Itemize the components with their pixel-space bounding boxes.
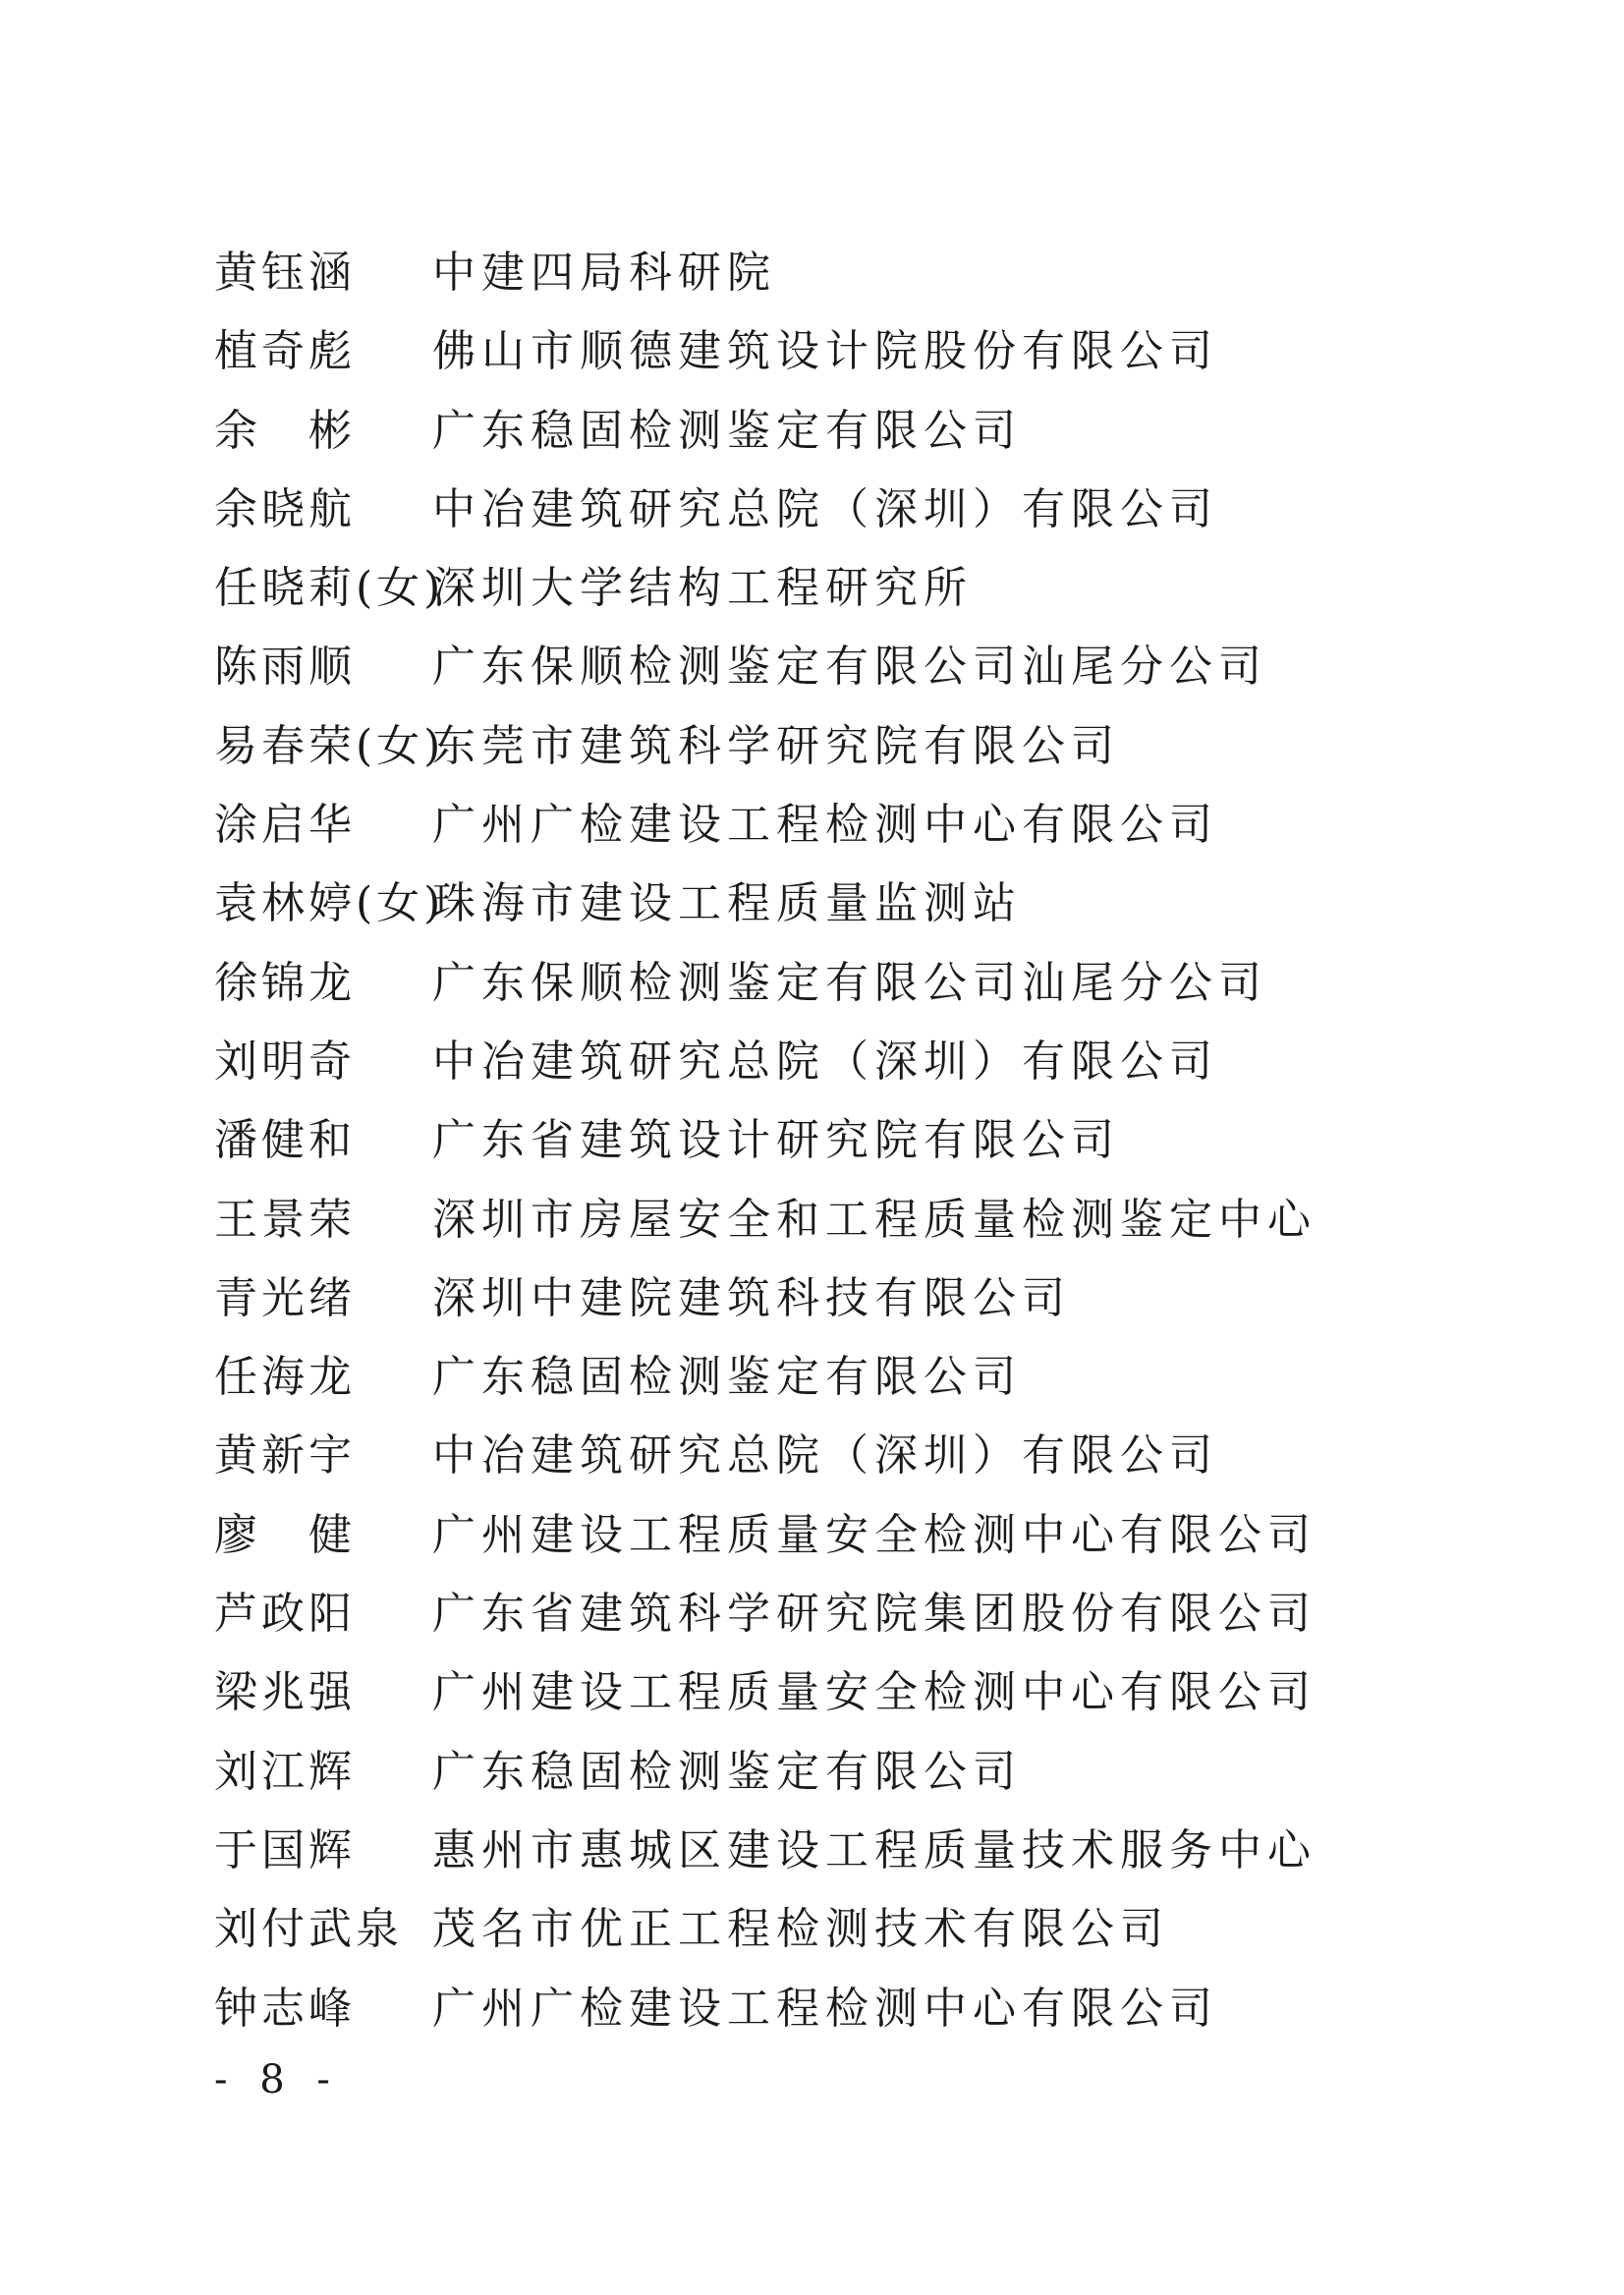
member-name: 袁林婷(女) xyxy=(214,878,445,929)
member-organization: 广东保顺检测鉴定有限公司汕尾分公司 xyxy=(432,642,1267,693)
member-name: 于国辉 xyxy=(214,1824,356,1875)
member-organization: 深圳市房屋安全和工程质量检测鉴定中心 xyxy=(432,1194,1316,1245)
member-organization: 深圳中建院建筑科技有限公司 xyxy=(432,1272,1071,1323)
list-item xyxy=(214,312,1491,391)
list-item xyxy=(214,786,1491,865)
list-item xyxy=(214,549,1491,628)
list-item xyxy=(214,1653,1491,1732)
member-organization: 中建四局科研院 xyxy=(432,248,776,298)
member-name: 王景荣 xyxy=(214,1194,356,1245)
list-item xyxy=(214,707,1491,786)
member-name: 潘健和 xyxy=(214,1115,356,1166)
member-name: 易春荣(女) xyxy=(214,720,445,771)
member-name: 徐锦龙 xyxy=(214,957,356,1008)
member-organization: 广东稳固检测鉴定有限公司 xyxy=(432,1746,1022,1797)
list-item xyxy=(214,1890,1491,1969)
list-item xyxy=(214,865,1491,943)
member-name: 刘江辉 xyxy=(214,1746,356,1797)
member-organization: 茂名市优正工程检测技术有限公司 xyxy=(432,1904,1169,1955)
member-organization: 广州广检建设工程检测中心有限公司 xyxy=(432,800,1218,851)
list-item xyxy=(214,628,1491,706)
member-organization: 广东省建筑科学研究院集团股份有限公司 xyxy=(432,1589,1316,1640)
member-organization: 广东稳固检测鉴定有限公司 xyxy=(432,405,1022,456)
member-name: 青光绪 xyxy=(214,1272,356,1323)
member-name: 芦政阳 xyxy=(214,1589,356,1640)
list-item xyxy=(214,1733,1491,1812)
list-item xyxy=(214,1575,1491,1653)
member-organization: 广东稳固检测鉴定有限公司 xyxy=(432,1352,1022,1403)
list-item xyxy=(214,392,1491,471)
member-name: 钟志峰 xyxy=(214,1983,356,2034)
member-name: 涂启华 xyxy=(214,800,356,851)
list-item xyxy=(214,234,1491,312)
list-item xyxy=(214,944,1491,1023)
list-item xyxy=(214,471,1491,549)
member-name: 植奇彪 xyxy=(214,326,356,377)
member-organization: 广东省建筑设计研究院有限公司 xyxy=(432,1115,1120,1166)
list-item xyxy=(214,1338,1491,1417)
list-item xyxy=(214,1259,1491,1338)
member-organization: 广州广检建设工程检测中心有限公司 xyxy=(432,1983,1218,2034)
list-item xyxy=(214,1970,1491,2048)
list-item xyxy=(214,1023,1491,1101)
member-organization: 惠州市惠城区建设工程质量技术服务中心 xyxy=(432,1824,1316,1875)
list-item xyxy=(214,1181,1491,1259)
member-name: 黄新宇 xyxy=(214,1430,356,1482)
member-organization: 佛山市顺德建筑设计院股份有限公司 xyxy=(432,326,1218,377)
member-name: 刘明奇 xyxy=(214,1036,356,1087)
page-number: - 8 - xyxy=(214,2057,340,2102)
member-name: 黄钰涵 xyxy=(214,248,356,298)
member-organization: 中冶建筑研究总院（深圳）有限公司 xyxy=(432,1430,1218,1482)
member-name: 余 彬 xyxy=(214,405,356,456)
member-organization: 东莞市建筑科学研究院有限公司 xyxy=(432,720,1120,771)
member-name: 刘付武泉 xyxy=(214,1904,403,1955)
member-organization: 中冶建筑研究总院（深圳）有限公司 xyxy=(432,483,1218,534)
member-list xyxy=(214,234,1491,2048)
member-organization: 广东保顺检测鉴定有限公司汕尾分公司 xyxy=(432,957,1267,1008)
member-organization: 中冶建筑研究总院（深圳）有限公司 xyxy=(432,1036,1218,1087)
member-organization: 珠海市建设工程质量监测站 xyxy=(432,878,1022,929)
list-item xyxy=(214,1496,1491,1575)
member-name: 任海龙 xyxy=(214,1352,356,1403)
member-name: 任晓莉(女) xyxy=(214,563,445,614)
member-organization: 广州建设工程质量安全检测中心有限公司 xyxy=(432,1667,1316,1718)
list-item xyxy=(214,1101,1491,1180)
member-name: 陈雨顺 xyxy=(214,642,356,693)
list-item xyxy=(214,1417,1491,1495)
member-name: 廖 健 xyxy=(214,1509,356,1560)
member-name: 梁兆强 xyxy=(214,1667,356,1718)
member-organization: 广州建设工程质量安全检测中心有限公司 xyxy=(432,1509,1316,1560)
member-name: 余晓航 xyxy=(214,483,356,534)
list-item xyxy=(214,1812,1491,1890)
member-organization: 深圳大学结构工程研究所 xyxy=(432,563,973,614)
